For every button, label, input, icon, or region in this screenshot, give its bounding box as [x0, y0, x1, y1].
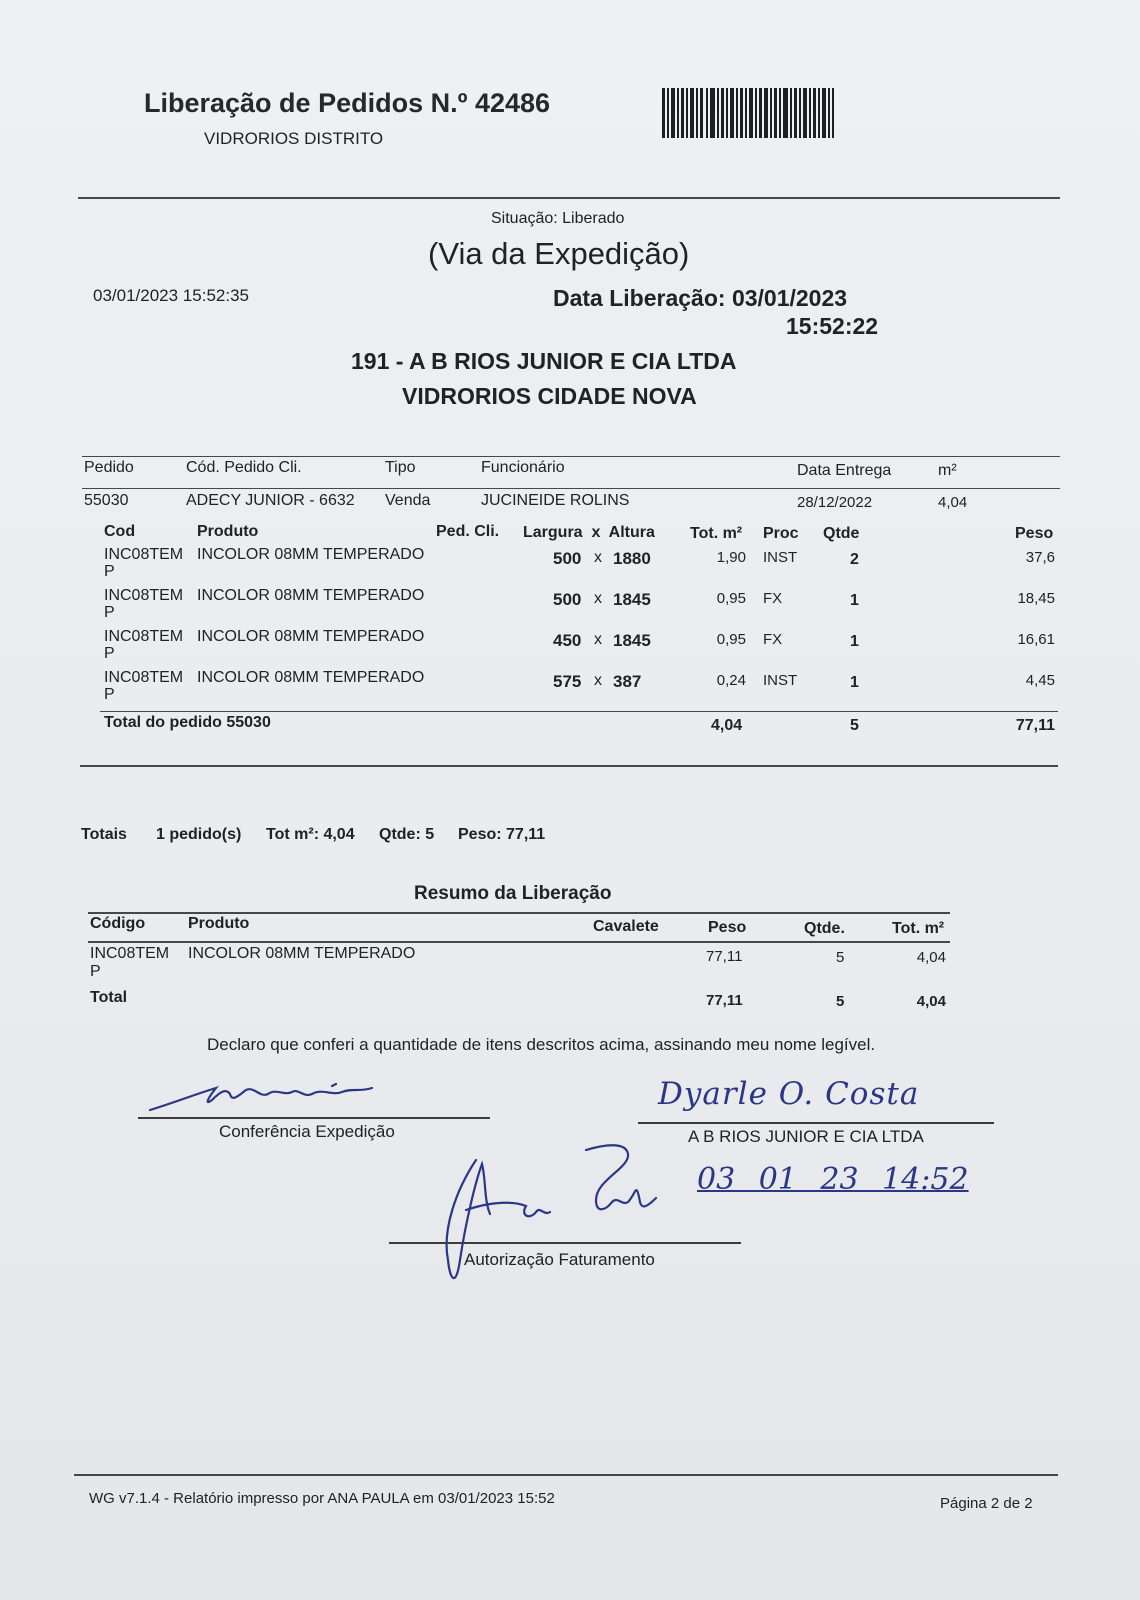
item-altura: 387: [613, 672, 642, 691]
items-total-m2: 4,04: [711, 717, 743, 734]
print-datetime: 03/01/2023 15:52:35: [93, 286, 249, 305]
items-col-proc: Proc: [763, 525, 799, 542]
totals-m2: Tot m²: 4,04: [266, 826, 355, 843]
totals-peso: Peso: 77,11: [458, 826, 546, 843]
resumo-top-rule: [88, 912, 950, 914]
item-cod: INC08TEM: [104, 587, 184, 604]
resumo-total-m2: 4,04: [916, 993, 946, 1010]
conferencia-signature: [146, 1076, 386, 1116]
resumo-row-peso: 77,11: [706, 948, 743, 965]
item-cod-cont: P: [104, 686, 115, 703]
client-label: A B RIOS JUNIOR E CIA LTDA: [688, 1127, 924, 1146]
item-produto: INCOLOR 08MM TEMPERADO: [197, 628, 425, 645]
company-name: VIDRORIOS DISTRITO: [204, 129, 384, 148]
resumo-col-tot-m2: Tot. m²: [892, 920, 945, 937]
col-pedido: Pedido: [84, 459, 134, 476]
items-total-label: Total do pedido 55030: [104, 714, 271, 731]
items-col-produto: Produto: [197, 523, 259, 540]
item-x: x: [594, 549, 602, 566]
resumo-header-rule: [88, 941, 950, 943]
item-peso: 37,6: [1025, 549, 1055, 566]
customer-name: 191 - A B RIOS JUNIOR E CIA LTDA: [351, 348, 737, 374]
totals-qtde: Qtde: 5: [379, 826, 435, 843]
client-handwritten-name: Dyarle O. Costa: [658, 1076, 920, 1112]
resumo-col-peso: Peso: [708, 919, 747, 936]
item-altura: 1845: [613, 631, 651, 650]
resumo-total-peso: 77,11: [706, 992, 743, 1009]
item-produto: INCOLOR 08MM TEMPERADO: [197, 587, 425, 604]
col-m2: m²: [938, 462, 957, 479]
col-funcionario: Funcionário: [481, 459, 565, 476]
handwritten-date: 03 01 23 14:52: [697, 1162, 969, 1197]
order-delivery-date: 28/12/2022: [797, 494, 873, 511]
footer-page: Página 2 de 2: [940, 1495, 1033, 1512]
item-tot-m2: 0,95: [716, 631, 746, 648]
resumo-col-cavalete: Cavalete: [593, 918, 659, 935]
items-col-peso: Peso: [1015, 525, 1054, 542]
item-tot-m2: 1,90: [716, 549, 746, 566]
resumo-col-produto: Produto: [188, 915, 250, 932]
resumo-col-codigo: Código: [90, 915, 146, 932]
item-produto: INCOLOR 08MM TEMPERADO: [197, 546, 425, 563]
item-cod: INC08TEM: [104, 669, 184, 686]
resumo-row-cod2: P: [90, 963, 101, 980]
item-qtde: 1: [850, 674, 859, 691]
items-col-cod: Cod: [104, 523, 136, 540]
item-altura: 1880: [613, 549, 651, 568]
order-client-code: ADECY JUNIOR - 6632: [186, 492, 355, 509]
item-proc: INST: [763, 549, 798, 566]
item-produto: INCOLOR 08MM TEMPERADO: [197, 669, 425, 686]
order-number: 55030: [84, 492, 129, 509]
order-table-header-rule: [82, 488, 1060, 489]
item-cod-cont: P: [104, 563, 115, 580]
item-altura: 1845: [613, 590, 651, 609]
autorizacao-label: Autorização Faturamento: [464, 1250, 655, 1269]
declaration-text: Declaro que conferi a quantidade de itens descritos acima, assinando meu nome legível.: [207, 1035, 876, 1054]
conferencia-line: [138, 1117, 490, 1119]
item-proc: FX: [763, 590, 783, 607]
item-peso: 4,45: [1025, 672, 1055, 689]
item-cod-cont: P: [104, 604, 115, 621]
autorizacao-line: [389, 1242, 741, 1244]
resumo-row-qtde: 5: [836, 949, 845, 966]
col-tipo: Tipo: [385, 459, 416, 476]
order-table-top-rule: [82, 456, 1060, 457]
document-title: Liberação de Pedidos N.º 42486: [144, 88, 551, 118]
resumo-row-produto: INCOLOR 08MM TEMPERADO: [188, 945, 416, 962]
barcode: [662, 88, 834, 138]
item-qtde: 2: [850, 551, 859, 568]
item-largura: 575: [553, 672, 582, 691]
item-tot-m2: 0,24: [716, 672, 746, 689]
item-x: x: [594, 631, 602, 648]
order-type: Venda: [385, 492, 431, 509]
items-total-rule: [100, 711, 1058, 712]
item-proc: INST: [763, 672, 798, 689]
release-date: Data Liberação: 03/01/2023: [553, 285, 848, 311]
items-col-tot-m2: Tot. m²: [690, 525, 743, 542]
item-peso: 16,61: [1017, 631, 1055, 648]
item-qtde: 1: [850, 592, 859, 609]
item-x: x: [594, 590, 602, 607]
item-largura: 450: [553, 631, 582, 650]
customer-store: VIDRORIOS CIDADE NOVA: [402, 383, 697, 409]
items-bottom-divider: [80, 765, 1058, 767]
items-total-qtde: 5: [850, 717, 859, 734]
footer-printed-by: WG v7.1.4 - Relatório impresso por ANA PAULA em 03/01/2023 15:52: [89, 1490, 555, 1507]
order-employee: JUCINEIDE ROLINS: [481, 492, 630, 509]
totals-pedidos: 1 pedido(s): [156, 826, 242, 843]
resumo-row-tot-m2: 4,04: [916, 949, 946, 966]
copy-type: (Via da Expedição): [428, 236, 690, 271]
release-time: 15:52:22: [786, 313, 879, 339]
conferencia-label: Conferência Expedição: [219, 1122, 395, 1141]
totals-label: Totais: [81, 826, 127, 843]
item-peso: 18,45: [1017, 590, 1055, 607]
resumo-col-qtde: Qtde.: [804, 920, 845, 937]
item-tot-m2: 0,95: [716, 590, 746, 607]
items-col-qtde: Qtde: [823, 525, 860, 542]
resumo-row-cod1: INC08TEM: [90, 945, 170, 962]
item-qtde: 1: [850, 633, 859, 650]
item-proc: FX: [763, 631, 783, 648]
item-largura: 500: [553, 590, 582, 609]
col-cod-pedido-cli: Cód. Pedido Cli.: [186, 459, 302, 476]
resumo-title: Resumo da Liberação: [414, 883, 612, 904]
client-signature-line: [638, 1122, 994, 1124]
header-divider: [78, 197, 1060, 199]
col-data-entrega: Data Entrega: [797, 462, 892, 479]
resumo-total-label: Total: [90, 989, 128, 1006]
status-situacao: Situação: Liberado: [491, 210, 625, 227]
item-largura: 500: [553, 549, 582, 568]
item-cod: INC08TEM: [104, 546, 184, 563]
footer-rule: [74, 1474, 1058, 1476]
item-cod-cont: P: [104, 645, 115, 662]
item-cod: INC08TEM: [104, 628, 184, 645]
items-col-ped-cli: Ped. Cli.: [436, 523, 500, 540]
resumo-total-qtde: 5: [836, 993, 845, 1010]
items-col-largura-altura: Largura x Altura: [523, 524, 655, 541]
order-m2: 4,04: [938, 494, 968, 511]
item-x: x: [594, 672, 602, 689]
items-total-peso: 77,11: [1015, 717, 1055, 734]
